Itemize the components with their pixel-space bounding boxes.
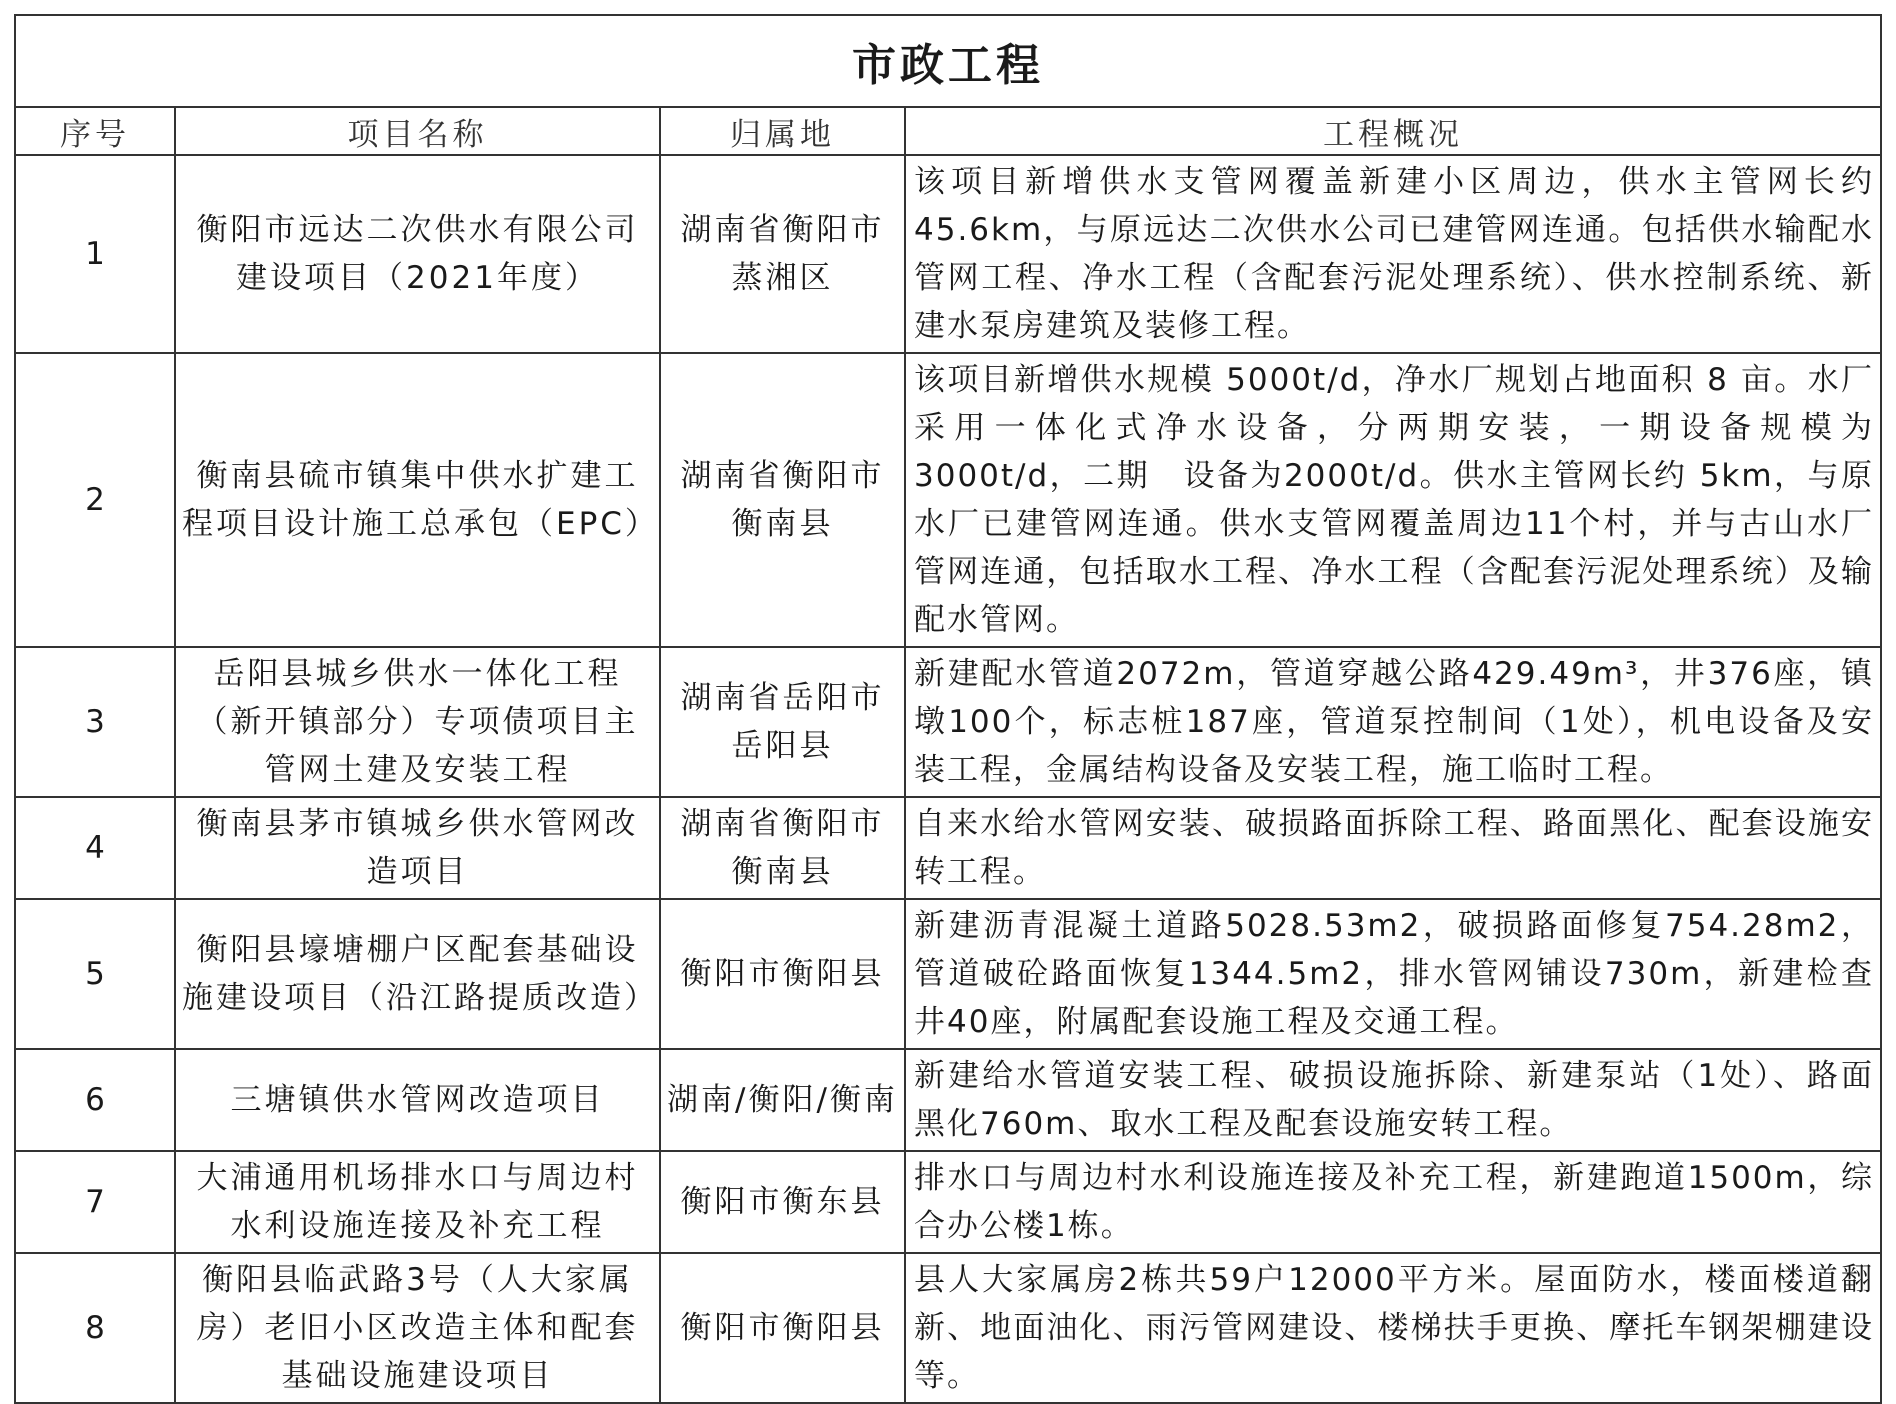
spreadsheet-table	[14, 14, 1880, 1394]
cell-overview: 新建沥青混凝土道路5028.53m2，破损路面修复754.28m2，管道破砼路面恢复1344.5m2，排水管网铺设730m，新建检查井40座，附属配套设施工程及交通工程。	[905, 899, 1881, 1049]
header-row	[15, 107, 1881, 155]
cell-location: 衡阳市衡阳县	[660, 899, 905, 1049]
cell-no: 5	[15, 899, 175, 1049]
cell-project-name: 岳阳县城乡供水一体化工程（新开镇部分）专项债项目主管网土建及安装工程	[175, 647, 660, 797]
cell-no: 7	[15, 1151, 175, 1253]
cell-location: 湖南省衡阳市衡南县	[660, 353, 905, 647]
cell-project-name: 三塘镇供水管网改造项目	[175, 1049, 660, 1151]
cell-project-name: 衡南县硫市镇集中供水扩建工程项目设计施工总承包（EPC）	[175, 353, 660, 647]
cell-overview: 新建给水管道安装工程、破损设施拆除、新建泵站（1处）、路面黑化760m、取水工程及配套设施安转工程。	[905, 1049, 1881, 1151]
header-overview: 工程概况	[905, 107, 1881, 155]
table-row	[15, 1253, 1881, 1403]
cell-no: 8	[15, 1253, 175, 1403]
cell-overview: 该项目新增供水支管网覆盖新建小区周边，供水主管网长约45.6km，与原远达二次供水公司已建管网连通。包括供水输配水管网工程、净水工程（含配套污泥处理系统）、供水控制系统、新建水泵房建筑及装修工程。	[905, 155, 1881, 353]
cell-location: 湖南省衡阳市衡南县	[660, 797, 905, 899]
cell-no: 3	[15, 647, 175, 797]
header-name: 项目名称	[175, 107, 660, 155]
cell-location: 湖南/衡阳/衡南	[660, 1049, 905, 1151]
table-row	[15, 1049, 1881, 1151]
cell-no: 1	[15, 155, 175, 353]
cell-overview: 新建配水管道2072m，管道穿越公路429.49m³，井376座，镇墩100个，标志桩187座，管道泵控制间（1处），机电设备及安装工程，金属结构设备及安装工程，施工临时工程。	[905, 647, 1881, 797]
cell-project-name: 大浦通用机场排水口与周边村水利设施连接及补充工程	[175, 1151, 660, 1253]
table-row	[15, 797, 1881, 899]
cell-overview: 县人大家属房2栋共59户12000平方米。屋面防水，楼面楼道翻新、地面油化、雨污管网建设、楼梯扶手更换、摩托车钢架棚建设等。	[905, 1253, 1881, 1403]
cell-overview: 自来水给水管网安装、破损路面拆除工程、路面黑化、配套设施安转工程。	[905, 797, 1881, 899]
projects-table	[14, 14, 1882, 1404]
cell-overview: 该项目新增供水规模 5000t/d，净水厂规划占地面积 8 亩。水厂采用一体化式净水设备，分两期安装，一期设备规模为3000t/d，二期 设备为2000t/d。供水主管网长约 5km，与原水厂已建管网连通。供水支管网覆盖周边11个村，并与古山水厂管网连通，包括取水工程、净水工程（含配套污泥处理系统）及输配水管网。	[905, 353, 1881, 647]
table-row	[15, 155, 1881, 353]
cell-no: 2	[15, 353, 175, 647]
cell-project-name: 衡阳县壕塘棚户区配套基础设施建设项目（沿江路提质改造）	[175, 899, 660, 1049]
table-row	[15, 1151, 1881, 1253]
cell-location: 衡阳市衡阳县	[660, 1253, 905, 1403]
cell-location: 湖南省衡阳市蒸湘区	[660, 155, 905, 353]
cell-overview: 排水口与周边村水利设施连接及补充工程，新建跑道1500m，综合办公楼1栋。	[905, 1151, 1881, 1253]
cell-project-name: 衡阳市远达二次供水有限公司建设项目（2021年度）	[175, 155, 660, 353]
table-row	[15, 647, 1881, 797]
cell-location: 湖南省岳阳市岳阳县	[660, 647, 905, 797]
table-row	[15, 899, 1881, 1049]
cell-location: 衡阳市衡东县	[660, 1151, 905, 1253]
cell-no: 4	[15, 797, 175, 899]
table-title: 市政工程	[15, 15, 1881, 107]
cell-no: 6	[15, 1049, 175, 1151]
cell-project-name: 衡阳县临武路3号（人大家属房）老旧小区改造主体和配套基础设施建设项目	[175, 1253, 660, 1403]
header-no: 序号	[15, 107, 175, 155]
table-row	[15, 353, 1881, 647]
cell-project-name: 衡南县茅市镇城乡供水管网改造项目	[175, 797, 660, 899]
header-location: 归属地	[660, 107, 905, 155]
